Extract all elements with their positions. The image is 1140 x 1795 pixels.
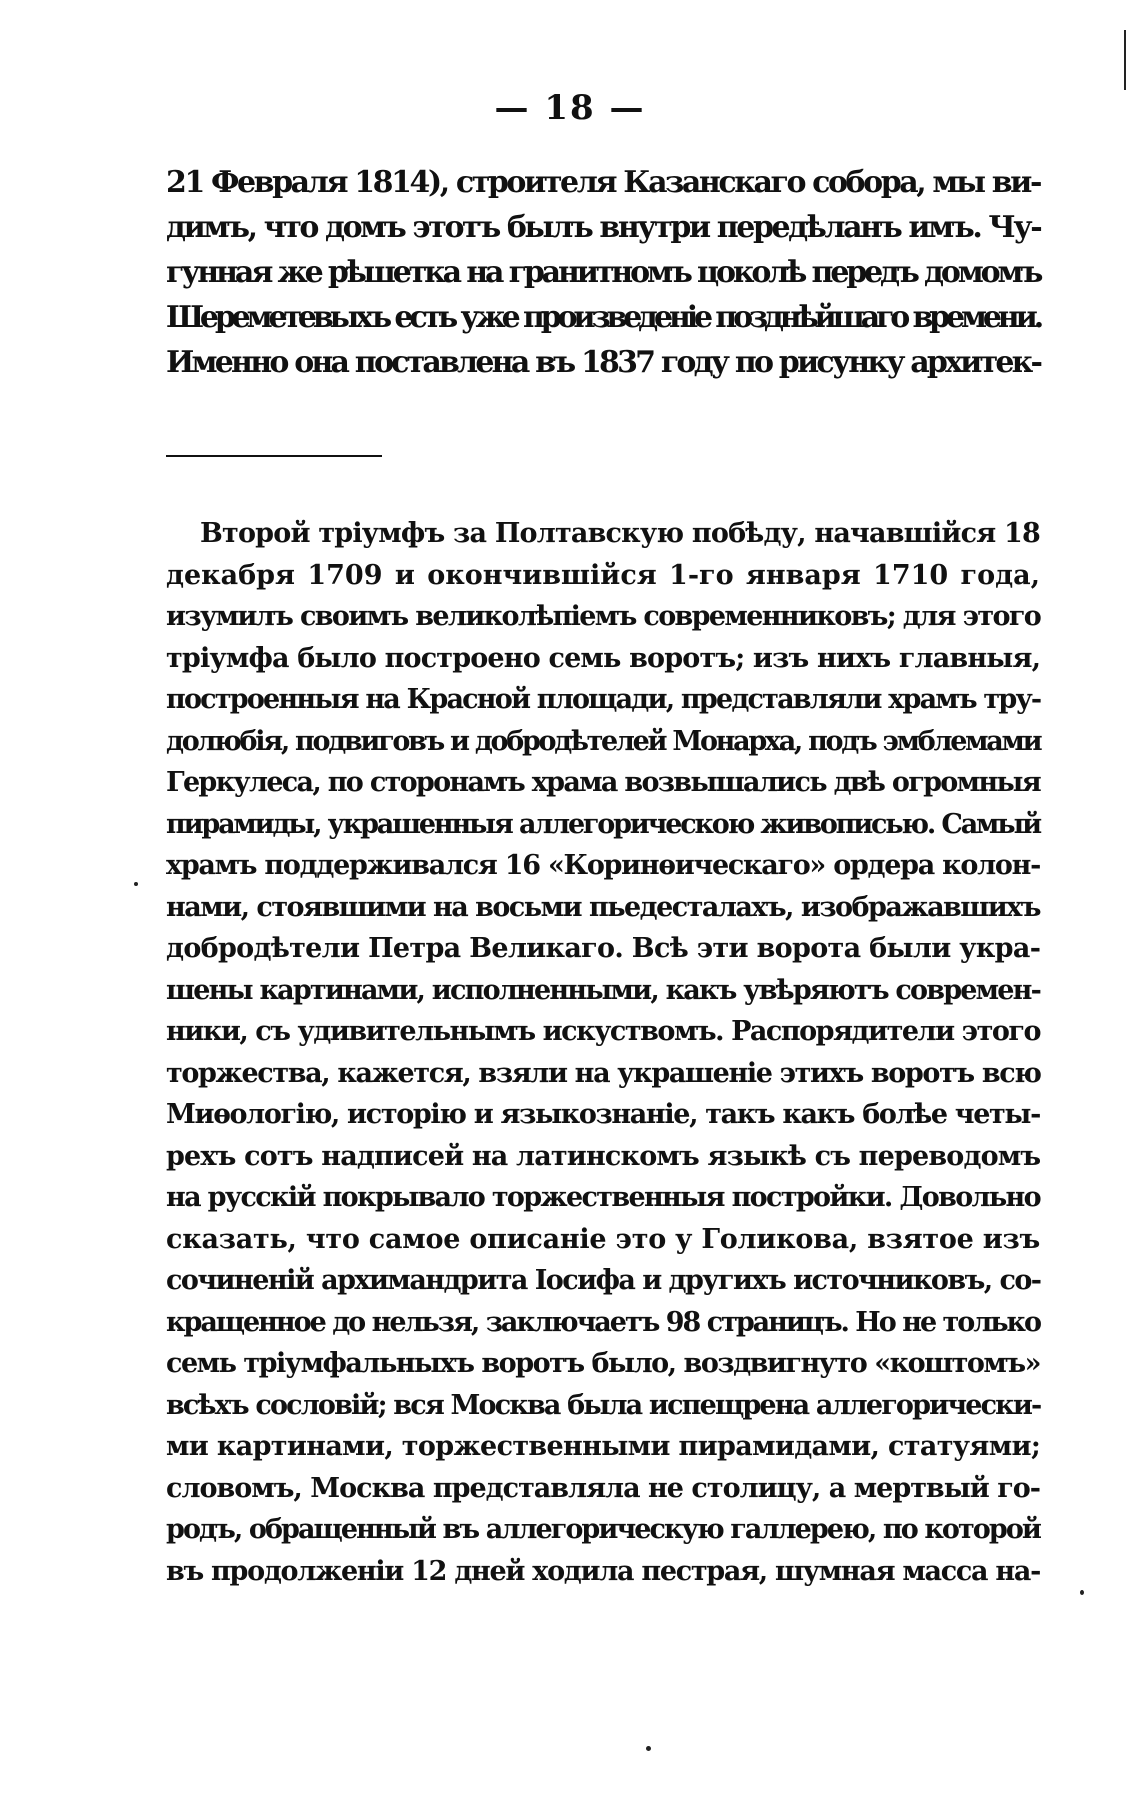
footnote-line: сказать, что самое описаніе это у Голикова, взятое изъ [166, 1223, 1041, 1255]
footnote-line: долюбія, подвиговъ и добродѣтелей Монарха, подъ эмблемами [166, 725, 1041, 757]
scan-speck [646, 1746, 651, 1751]
main-text-line: димъ, что домъ этотъ былъ внутри передѣланъ имъ. Чу- [166, 210, 1041, 245]
footnote-separator [166, 455, 382, 457]
footnote-line: пирамиды, украшенныя аллегорическою живописью. Самый [166, 808, 1040, 840]
footnote-line: храмъ поддерживался 16 «Коринѳическаго» ордера колон- [166, 850, 1040, 881]
main-text-line: Именно она поставлена въ 1837 году по рисунку архитек- [166, 345, 1041, 380]
footnote-line: построенныя на Красной площади, представляли храмъ тру- [166, 684, 1041, 715]
main-text-line: гунная же рѣшетка на гранитномъ цоколѣ передъ домомъ [166, 255, 1041, 290]
footnote-line: декабря 1709 и окончившійся 1-го января 1710 года, [166, 559, 1040, 591]
scan-speck [1124, 30, 1126, 90]
footnote-line: родъ, обращенный въ аллегорическую галлерею, по которой [166, 1514, 1040, 1545]
footnote-line: тріумфа было построено семь воротъ; изъ нихъ главныя, [166, 642, 1041, 674]
footnote-line: Миѳологію, исторію и языкознаніе, такъ какъ болѣе четы- [166, 1099, 1040, 1130]
scan-speck [1080, 1590, 1084, 1595]
footnote-line: всѣхъ сословій; вся Москва была испещрена аллегорически- [166, 1389, 1041, 1421]
footnote-line: нами, стоявшими на восьми пьедесталахъ, изображавшихъ [166, 891, 1040, 923]
main-text-line: 21 Февраля 1814), строителя Казанскаго собора, мы ви- [166, 165, 1040, 200]
main-text [166, 160, 1040, 385]
footnote-line: ники, съ удивительнымъ искуствомъ. Распорядители этого [166, 1016, 1040, 1047]
footnote-line: Второй тріумфъ за Полтавскую побѣду, начавшійся 18 [200, 518, 1040, 549]
main-text-line: Шереметевыхъ есть уже произведеніе позднѣйшаго времени. [166, 300, 1040, 335]
footnote-line: на русскій покрывало торжественныя постройки. Довольно [166, 1182, 1040, 1213]
footnote-line: ми картинами, торжественными пирамидами, статуями; [166, 1431, 1041, 1462]
footnote-line: кращенное до нельзя, заключаетъ 98 страницъ. Но не только [166, 1306, 1040, 1338]
page-number: — 18 — [494, 88, 646, 128]
footnote-line: рехъ сотъ надписей на латинскомъ языкѣ съ переводомъ [166, 1140, 1041, 1172]
footnote-line: семь тріумфальныхъ воротъ было, воздвигнуто «коштомъ» [166, 1348, 1040, 1379]
scan-speck [134, 882, 138, 886]
footnote-line: Геркулеса, по сторонамъ храма возвышались двѣ огромныя [166, 767, 1040, 798]
footnote-line: словомъ, Москва представляла не столицу, а мертвый го- [166, 1472, 1040, 1504]
footnote-line: изумилъ своимъ великолѣпіемъ современниковъ; для этого [166, 601, 1041, 632]
footnote-line: добродѣтели Петра Великаго. Всѣ эти ворота были укра- [166, 933, 1041, 964]
footnote-line: въ продолженіи 12 дней ходила пестрая, шумная масса на- [166, 1555, 1040, 1587]
footnote-line: сочиненій архимандрита Іосифа и другихъ источниковъ, со- [166, 1265, 1041, 1296]
footnote-line: шены картинами, исполненными, какъ увѣряютъ современ- [166, 974, 1040, 1006]
footnote [166, 513, 1040, 1592]
footnote-line: торжества, кажется, взяли на украшеніе этихъ воротъ всю [166, 1057, 1041, 1089]
